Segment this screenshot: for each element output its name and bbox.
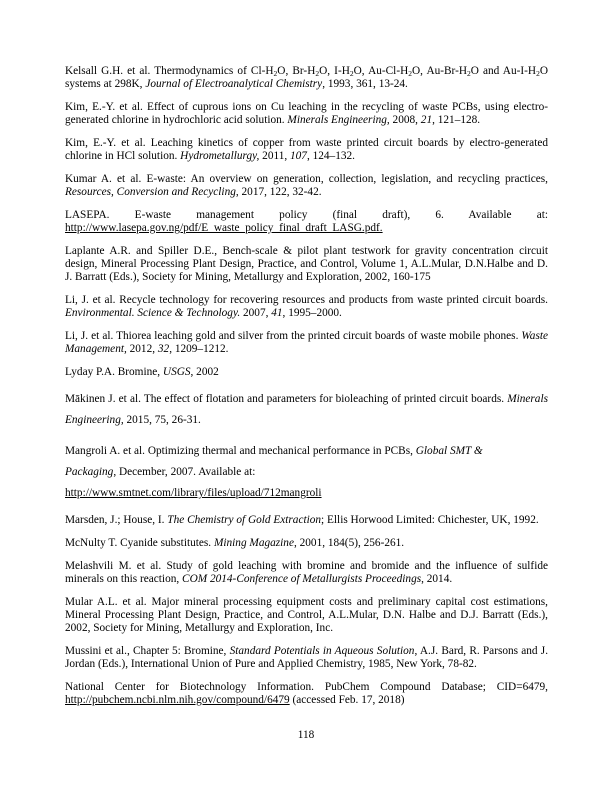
reference-line	[65, 483, 548, 504]
reference-line	[65, 366, 548, 379]
reference-text: , 2002	[190, 366, 219, 378]
references-list	[65, 65, 548, 717]
reference-text: , A.J. Bard, R. Parsons and J. Jordan (Eds.), International Union of Pure and Applied Chemistry, 1985, New York, 78-82.	[65, 645, 549, 670]
reference-italic-text: Waste Management,	[65, 330, 548, 355]
reference-italic-text: 21	[420, 114, 433, 126]
reference-text: 2007,	[240, 307, 272, 319]
reference-url[interactable]: http://www.smtnet.com/library/files/upload/712mangroli	[65, 487, 322, 499]
reference-text: Melashvili M. et al. Study of gold leaching with bromine and bromide and the influence of sulfide minerals on this reaction,	[65, 560, 548, 585]
reference-text: , 121–128.	[432, 114, 481, 126]
reference-entry-marsden-1992	[65, 514, 548, 527]
reference-italic-text: Resources, Conversion and Recycling	[65, 186, 236, 198]
reference-italic-text: 107	[290, 150, 307, 162]
reference-url[interactable]: http://pubchem.ncbi.nlm.nih.gov/compound/6479	[65, 694, 290, 706]
reference-italic-text: Environmental. Science & Technology.	[65, 307, 241, 319]
reference-entry-laplante-2002	[65, 245, 548, 284]
reference-line	[65, 294, 548, 320]
reference-entry-kumar-2017	[65, 173, 548, 199]
reference-text: Marsden, J.; House, I.	[65, 514, 168, 526]
reference-line	[65, 209, 548, 222]
reference-text: LASEPA. E-waste management policy (final draft), 6. Available at:	[65, 209, 548, 221]
reference-entry-makinen-2015	[65, 389, 548, 431]
reference-italic-text: COM 2014-Conference of Metallurgists Proceedings	[182, 573, 422, 585]
subscript-text: 2	[315, 69, 320, 78]
reference-line	[65, 514, 548, 527]
reference-italic-text: Minerals Engineering,	[287, 114, 390, 126]
reference-text: Kim, E.-Y. et al. Effect of cuprous ions on Cu leaching in the recycling of waste PCBs, using electro-generated chlorine in hydrochloric acid solution.	[65, 101, 548, 126]
reference-entry-kim-2008	[65, 101, 548, 127]
reference-line	[65, 645, 548, 671]
reference-entry-mangroli-2007	[65, 441, 548, 504]
reference-text: ; Ellis Horwood Limited: Chichester, UK, 1992.	[321, 514, 539, 526]
reference-line	[65, 137, 548, 163]
reference-line	[65, 245, 548, 284]
reference-text: Mular A.L. et al. Major mineral processing equipment costs and preliminary capital cost estimations, Mineral Processing Plant Design, Practice, and Control, A.L.Mular, D.N. Halbe and D.J. Barratt (Eds.), 2002, Society for Mining, Metallurgy and Exploration, Inc.	[65, 596, 548, 634]
reference-text: O, Br-H	[277, 65, 316, 77]
reference-text: 2011,	[259, 150, 290, 162]
reference-text: Laplante A.R. and Spiller D.E., Bench-scale & pilot plant testwork for gravity concentration circuit design, Mineral Processing Plant Design, Practice, and Control, Volume 1, A.L.Mular, D.N.Halbe and D. J. Barratt (Eds.), Society for Mining, Metallurgy and Exploration, 2002, 160-175	[65, 245, 548, 283]
reference-line	[65, 222, 548, 235]
reference-text: O, Au-Cl-H	[353, 65, 409, 77]
reference-url[interactable]: http://www.lasepa.gov.ng/pdf/E_waste_policy_final_draft_LASG.pdf.	[65, 222, 383, 234]
reference-text: Mussini et al., Chapter 5: Bromine,	[65, 645, 230, 657]
reference-entry-mussini-1985	[65, 645, 548, 671]
reference-entry-li-2012	[65, 330, 548, 356]
reference-italic-text: The Chemistry of Gold Extraction	[167, 514, 322, 526]
reference-italic-text: 41	[271, 307, 283, 319]
reference-text: , 124–132.	[306, 150, 355, 162]
reference-text: Lyday P.A. Bromine,	[65, 366, 163, 378]
page-number: 118	[297, 729, 315, 741]
reference-text: Li, J. et al. Recycle technology for recovering resources and products from waste printed circuit boards.	[65, 294, 548, 306]
reference-line	[65, 389, 548, 431]
reference-text: O systems at 298K,	[65, 65, 548, 90]
reference-line	[65, 537, 548, 550]
reference-line	[65, 65, 548, 91]
reference-text: Mākinen J. et al. The effect of flotation and parameters for bioleaching of printed circuit boards.	[65, 393, 508, 405]
reference-italic-text: Minerals Engineering,	[65, 393, 548, 426]
reference-line	[65, 330, 548, 356]
subscript-text: 2	[349, 69, 354, 78]
reference-line	[65, 681, 548, 707]
reference-text: , 2001, 184(5), 256-261.	[293, 537, 405, 549]
reference-line	[65, 462, 548, 483]
reference-italic-text: Hydrometallurgy,	[180, 150, 260, 162]
reference-text: , December, 2007. Available at:	[113, 466, 256, 478]
reference-text: Li, J. et al. Thiorea leaching gold and silver from the printed circuit boards of waste mobile phones.	[65, 330, 522, 342]
reference-text: O, Au-Br-H	[412, 65, 468, 77]
reference-text: , 2014.	[421, 573, 453, 585]
reference-italic-text: Mining Magazine	[213, 537, 294, 549]
reference-italic-text: Global SMT &	[415, 445, 483, 457]
reference-text: 2012,	[126, 343, 158, 355]
reference-line	[65, 173, 548, 199]
reference-line	[65, 560, 548, 586]
reference-italic-text: 32	[157, 343, 170, 355]
reference-entry-lyday-2002	[65, 366, 548, 379]
reference-text: National Center for Biotechnology Information. PubChem Compound Database; CID=6479,	[65, 681, 548, 693]
reference-line	[65, 441, 548, 462]
reference-entry-kelsall-1993	[65, 65, 548, 91]
reference-text: Kumar A. et al. E-waste: An overview on generation, collection, legislation, and recycling practices,	[65, 173, 548, 185]
reference-text: 2008,	[389, 114, 421, 126]
reference-entry-mcnulty-2001	[65, 537, 548, 550]
reference-entry-lasepa-policy	[65, 209, 548, 235]
reference-italic-text: Journal of Electroanalytical Chemistry	[145, 78, 323, 90]
reference-text: O, I-H	[319, 65, 350, 77]
reference-text: Kim, E.-Y. et al. Leaching kinetics of copper from waste printed circuit boards by electro-generated chlorine in HCl solution.	[65, 137, 548, 162]
subscript-text: 2	[273, 69, 278, 78]
reference-entry-li-2007	[65, 294, 548, 320]
reference-text: O and Au-I-H	[470, 65, 537, 77]
subscript-text: 2	[536, 69, 540, 78]
subscript-text: 2	[408, 69, 412, 78]
reference-text: , 2017, 122, 32-42.	[235, 186, 322, 198]
reference-italic-text: Packaging	[65, 466, 114, 478]
reference-text: Kelsall G.H. et al. Thermodynamics of Cl-H	[65, 65, 274, 77]
reference-text: , 1993, 361, 13-24.	[322, 78, 408, 90]
reference-line	[65, 101, 548, 127]
reference-entry-kim-2011	[65, 137, 548, 163]
reference-entry-melashvili-2014	[65, 560, 548, 586]
reference-text: , 1995–2000.	[282, 307, 342, 319]
subscript-text: 2	[467, 69, 471, 78]
reference-text: 2015, 75, 26-31.	[123, 414, 201, 426]
reference-text: McNulty T. Cyanide substitutes.	[65, 537, 214, 549]
reference-entry-mular-2002	[65, 596, 548, 635]
reference-line	[65, 596, 548, 635]
reference-text: Mangroli A. et al. Optimizing thermal and mechanical performance in PCBs,	[65, 445, 416, 457]
reference-text: (accessed Feb. 17, 2018)	[289, 694, 405, 706]
reference-italic-text: Standard Potentials in Aqueous Solution	[229, 645, 415, 657]
reference-entry-ncbi-pubchem	[65, 681, 548, 707]
reference-italic-text: USGS	[162, 366, 191, 378]
reference-text: , 1209–1212.	[169, 343, 229, 355]
